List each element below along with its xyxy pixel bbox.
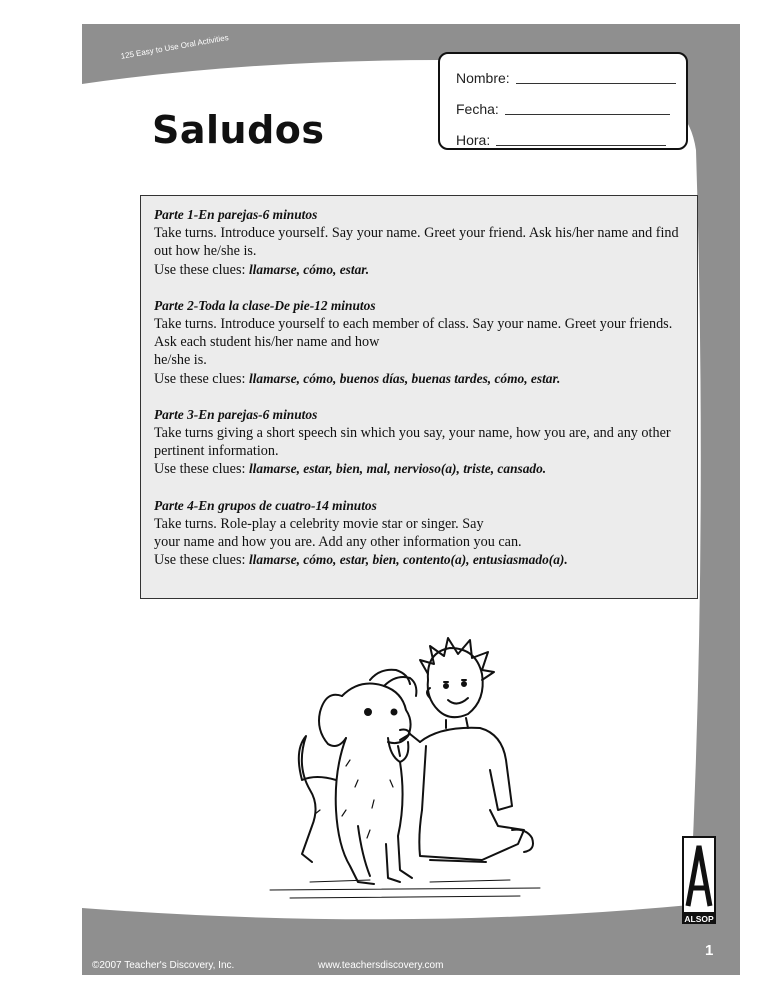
clues: llamarse, cómo, buenos días, buenas tardes, cómo, estar. (248, 370, 561, 386)
nombre-blank (516, 71, 676, 84)
clues-label: Use these clues: (154, 461, 246, 478)
clues: llamarse, cómo, estar, bien, contento(a), entusiasmado(a). (248, 552, 568, 568)
part-instructions: Take turns. Introduce yourself. Say your name. Greet your friend. Ask his/her name and find out how he/she is. (154, 225, 679, 260)
part-4 (154, 497, 685, 570)
part-title: Parte 1-En parejas-6 minutos (154, 207, 318, 222)
fecha-label: Fecha: (456, 100, 499, 117)
clues-label: Use these clues: (154, 370, 246, 387)
hora-label: Hora: (456, 131, 491, 148)
part-instructions: your name and how you are. Add any other information you can. (154, 534, 522, 551)
page-title: Saludos (152, 108, 325, 152)
clues-line (154, 370, 685, 388)
part-2 (154, 297, 685, 388)
hora-row (456, 124, 686, 155)
part-instructions: Take turns giving a short speech sin which you say, your name, how you are, and any other pertinent information. (154, 425, 671, 460)
nombre-label: Nombre: (456, 69, 510, 86)
clues-line (154, 551, 685, 569)
part-3 (154, 406, 685, 479)
website-text: www.teachersdiscovery.com (318, 960, 444, 971)
part-instructions: Take turns. Introduce yourself to each member of class. Say your name. Greet your friends. Ask each student his/her name and how (154, 316, 673, 351)
series-tag: 125 Easy to Use Oral Activities (120, 33, 230, 61)
clues-label: Use these clues: (154, 261, 246, 278)
student-info-box (438, 52, 688, 150)
hora-blank (496, 133, 666, 146)
part-instructions: he/she is. (154, 352, 207, 369)
fecha-row (456, 93, 686, 124)
clues-label: Use these clues: (154, 552, 246, 569)
clues-line (154, 261, 685, 279)
clues-line (154, 460, 685, 478)
boy-and-dog-illustration (250, 630, 560, 920)
activity-instructions (140, 195, 698, 599)
page-number: 1 (705, 942, 714, 959)
part-title: Parte 2-Toda la clase-De pie-12 minutos (154, 297, 376, 313)
part-instructions: Take turns. Role-play a celebrity movie star or singer. Say (154, 515, 484, 532)
alsop-logo (682, 836, 716, 924)
nombre-row (456, 62, 686, 93)
part-title: Parte 3-En parejas-6 minutos (154, 406, 318, 422)
logo-name: ALSOP (684, 914, 714, 924)
part-title: Parte 4-En grupos de cuatro-14 minutos (154, 497, 377, 513)
part-1 (154, 206, 685, 279)
copyright-text: ©2007 Teacher's Discovery, Inc. (92, 960, 235, 971)
clues: llamarse, estar, bien, mal, nervioso(a), triste, cansado. (248, 461, 547, 477)
clues: llamarse, cómo, estar. (248, 261, 370, 277)
fecha-blank (505, 102, 670, 115)
